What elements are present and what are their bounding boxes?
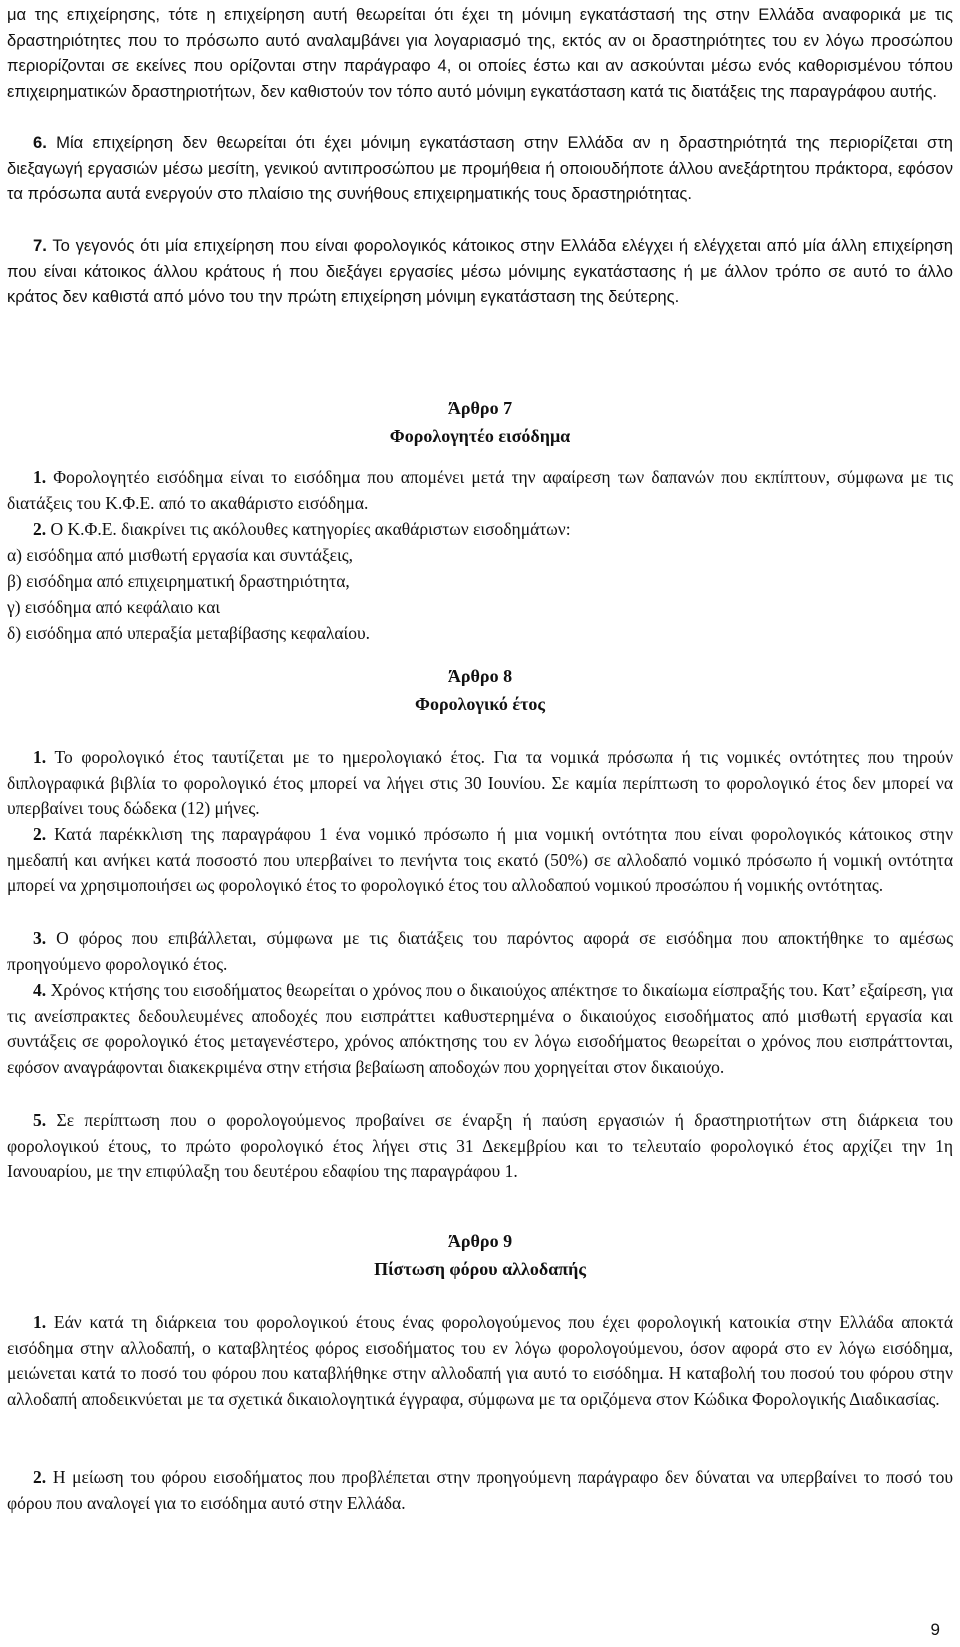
article-8-paragraph-1: 1. Το φορολογικό έτος ταυτίζεται με το ημερολογιακό έτος. Για τα νομικά πρόσωπα ή τις νομικές οντότητες που τηρούν διπλογραφικά βιβλία το φορολογικό έτος μπορεί να λήγει στις 30 Ιουνίου. Σε καμία περίπτωση το φορολογικό έτος δεν μπορεί να υπερβαίνει τους δώδεκα (12) μήνες. (7, 747, 953, 819)
article-9-subtitle: Πίστωση φόρου αλλοδαπής (374, 1259, 586, 1279)
article-7-paragraph-2: 2. Ο Κ.Φ.Ε. διακρίνει τις ακόλουθες κατηγορίες ακαθάριστων εισοδημάτων: (33, 519, 571, 539)
article-8-paragraph-3: 3. Ο φόρος που επιβάλλεται, σύμφωνα με τις διατάξεις του παρόντος αφορά σε εισόδημα που αποκτήθηκε το αμέσως προηγούμενο φορολογικό έτος. (7, 928, 954, 974)
paragraph-6: 6. Μία επιχείρηση δεν θεωρείται ότι έχει μόνιμη εγκατάσταση στην Ελλάδα αν η δραστηριότητά της περιορίζεται στη διεξαγωγή εργασιών μέσω μεσίτη, γενικού αντιπροσώπου με προμήθεια ή οποιουδήποτε άλλου ανεξάρτητου πράκτορα, εφόσον τα πρόσωπα αυτά ενεργούν στο πλαίσιο της συνήθους επιχειρηματικής τους δραστηριότητας. (7, 133, 953, 204)
paragraph-5-continuation: μα της επιχείρησης, τότε η επιχείρηση αυτή θεωρείται ότι έχει τη μόνιμη εγκατάστασή της στην Ελλάδα αναφορικά με τις δραστηριότητες που το πρόσωπο αυτό αναλαμβάνει για λογαριασμό της, εκτός αν οι δραστηριότητες του εν λόγω προσώπου περιορίζονται σε εκείνες που ορίζονται στην παράγραφο 4, οι οποίες έστω και αν ασκούνται μέσω ενός καθορισμένου τόπου επιχειρηματικών δραστηριοτήτων, δεν καθιστούν τον τόπο αυτό μόνιμη εγκατάσταση κατά τις διατάξεις της παραγράφου αυτής. (7, 5, 953, 101)
list-item: β) εισόδημα από επιχειρηματική δραστηριότητα, (7, 571, 350, 591)
page-number: 9 (930, 1620, 940, 1639)
paragraph-7: 7. Το γεγονός ότι μία επιχείρηση που είναι φορολογικός κάτοικος στην Ελλάδα ελέγχει ή ελέγχεται από μία άλλη επιχείρηση που είναι κάτοικος άλλου κράτους ή που διεξάγει εργασίες μέσω μόνιμης εγκατάστασης ή με άλλον τρόπο σε αυτό το άλλο κράτος δεν καθιστά από μόνο του την πρώτη επιχείρηση μόνιμη εγκατάσταση της δεύτερης. (7, 236, 953, 307)
article-7-paragraph-1: 1. Φορολογητέο εισόδημα είναι το εισόδημα που απομένει μετά την αφαίρεση των δαπανών που εκπίπτουν, σύμφωνα με τις διατάξεις του Κ.Φ.Ε. από το ακαθάριστο εισόδημα. (7, 467, 954, 513)
article-8-paragraph-4: 4. Χρόνος κτήσης του εισοδήματος θεωρείται ο χρόνος που ο δικαιούχος απέκτησε το δικαίωμα είσπραξής του. Κατ’ εξαίρεση, για τις ανείσπρακτες δεδουλευμένες αποδοχές που εισπράττει καθυστερημένα ο δικαιούχος εισοδήματος από μισθωτή εργασία και συντάξεις σε φορολογικό έτος μεταγενέστερο, χρόνος απόκτησης του εν λόγω εισοδήματος θεωρείται ο χρόνος που εισπράττονται, εφόσον αναγράφονται διακεκριμένα στην ετήσια βεβαίωση αποδοχών που χορηγείται στον δικαιούχο. (7, 980, 954, 1077)
article-8-subtitle: Φορολογικό έτος (415, 694, 545, 714)
paragraph-number: 7. (33, 236, 47, 255)
list-item: γ) εισόδημα από κεφάλαιο και (7, 597, 221, 617)
list-item: α) εισόδημα από μισθωτή εργασία και συντάξεις, (7, 545, 354, 565)
article-8-title: Άρθρο 8 (447, 666, 513, 686)
paragraph-number: 6. (33, 133, 47, 152)
article-9-paragraph-2: 2. Η μείωση του φόρου εισοδήματος που προβλέπεται στην προηγούμενη παράγραφο δεν δύναται να υπερβαίνει το ποσό του φόρου που αναλογεί για το εισόδημα αυτό στην Ελλάδα. (7, 1467, 953, 1513)
article-7-title: Άρθρο 7 (447, 398, 513, 418)
article-8-paragraph-5: 5. Σε περίπτωση που ο φορολογούμενος προβαίνει σε έναρξη ή παύση εργασιών ή δραστηριοτήτων στη διάρκεια του φορολογικού έτους, το πρώτο φορολογικό έτος λήγει στις 31 Δεκεμβρίου και το τελευταίο φορολογικό έτος αρχίζει την 1η Ιανουαρίου, με την επιφύλαξη του δευτέρου εδαφίου της παραγράφου 1. (7, 1110, 954, 1182)
list-item: δ) εισόδημα από υπεραξία μεταβίβασης κεφαλαίου. (7, 623, 371, 643)
article-8-paragraph-2: 2. Κατά παρέκκλιση της παραγράφου 1 ένα νομικό πρόσωπο ή μια νομική οντότητα που είναι φορολογικός κάτοικος στην ημεδαπή και ανήκει κατά ποσοστό που υπερβαίνει το πενήντα τοις εκατό (50%) σε αλλοδαπό νομικό πρόσωπο ή νομική οντότητα μπορεί να χρησιμοποιήσει ως φορολογικό έτος το φορολογικό έτος του αλλοδαπού νομικού προσώπου ή νομικής οντότητας. (7, 824, 953, 896)
article-7-subtitle: Φορολογητέο εισόδημα (389, 426, 571, 446)
article-9-title: Άρθρο 9 (447, 1231, 513, 1251)
article-9-paragraph-1: 1. Εάν κατά τη διάρκεια του φορολογικού έτους ένας φορολογούμενος που έχει φορολογική κατοικία στην Ελλάδα αποκτά εισόδημα στην αλλοδαπή, ο καταβλητέος φόρος εισοδήματος του εν λόγω φορολογούμενου, όσον αφορά στο εν λόγω εισόδημα, μειώνεται κατά το ποσό του φόρου που καταβλήθηκε στην αλλοδαπή για αυτό το εισόδημα. Η καταβολή του ποσού του φόρου στην αλλοδαπή αποδεικνύεται με τα σχετικά δικαιολογητικά έγγραφα, σύμφωνα με τα οριζόμενα στον Κώδικα Φορολογικής Διαδικασίας. (7, 1312, 954, 1409)
